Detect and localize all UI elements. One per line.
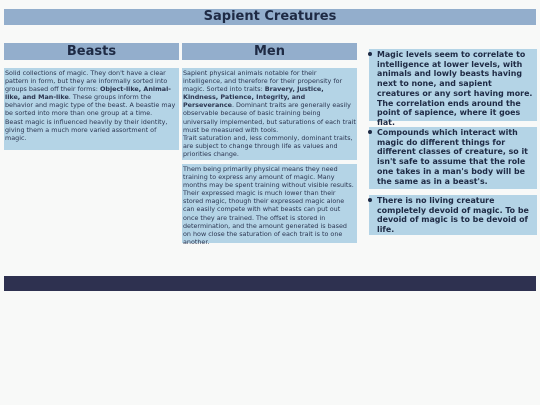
page-title: Sapient Creatures <box>4 9 536 25</box>
men-paragraph-2: Trait saturation and, less commonly, dominant traits, are subject to change through life as values and priorities change. <box>183 133 353 158</box>
men-magic-panel <box>182 164 357 246</box>
note-text: Magic levels seem to correlate to intelligence at lower levels, with animals and lowly beasts having next to none, and sapient creatures or any sort having more. The correlation ends around the point of sapience, where it goes flat. <box>377 50 533 127</box>
footer-bar <box>4 276 536 291</box>
note-item <box>369 127 537 189</box>
men-traits-emphasis: Bravery, Justice, Kindness, Patience, Integrity, and Perseverance <box>183 85 324 110</box>
men-heading: Men <box>182 43 357 60</box>
men-paragraph-3: Them being primarily physical means they need training to express any amount of magic. Many months may be spent training without visible results. Their expressed magic is much lower than their stored magic, though their expressed magic alone can easily compete with what beasts can put out once they are trained. The offset is stored in determination, and the amount generated is based on how close the saturation of each trait is to one another. <box>183 165 354 246</box>
note-text: Compounds which interact with magic do different things for different classes of creature, so it isn't safe to assume that the role one takes in a man's body will be the same as in a beast's. <box>377 128 528 186</box>
beasts-paragraph-1 <box>5 69 178 118</box>
note-text: There is no living creature completely devoid of magic. To be devoid of magic is to be devoid of life. <box>377 196 529 235</box>
beasts-description-panel <box>4 68 179 150</box>
men-paragraph-1 <box>183 69 356 134</box>
beasts-heading: Beasts <box>4 43 179 60</box>
beasts-p1-text-c: . These groups inform the behavior and magic type of the beast. A beastie may be sorted into more than one group at a time. <box>5 93 176 118</box>
beasts-paragraph-2: Beast magic is influenced heavily by their identity, giving them a much more varied assortment of magic. <box>5 117 168 142</box>
beasts-p1-text-a: Solid collections of magic. They don't have a clear pattern in form, but they are informally sorted into groups based off their forms: <box>5 69 168 94</box>
men-p1-text-c: . Dominant traits are generally easily observable because of basic training being universally implemented, but saturations of each trait must be measured with tools. <box>183 101 356 134</box>
men-description-panel <box>182 68 357 160</box>
note-item <box>369 195 537 235</box>
men-p1-text-a: Sapient physical animals notable for their intelligence, and therefore for their propensity for magic. Sorted into traits: <box>183 69 343 94</box>
beasts-groups-emphasis: Object-like, Animal-like, and Man-like <box>5 85 171 102</box>
bullet-dot-icon <box>368 52 372 56</box>
note-item <box>369 49 537 127</box>
bullet-dot-icon <box>368 198 372 202</box>
bullet-dot-icon <box>368 130 372 134</box>
